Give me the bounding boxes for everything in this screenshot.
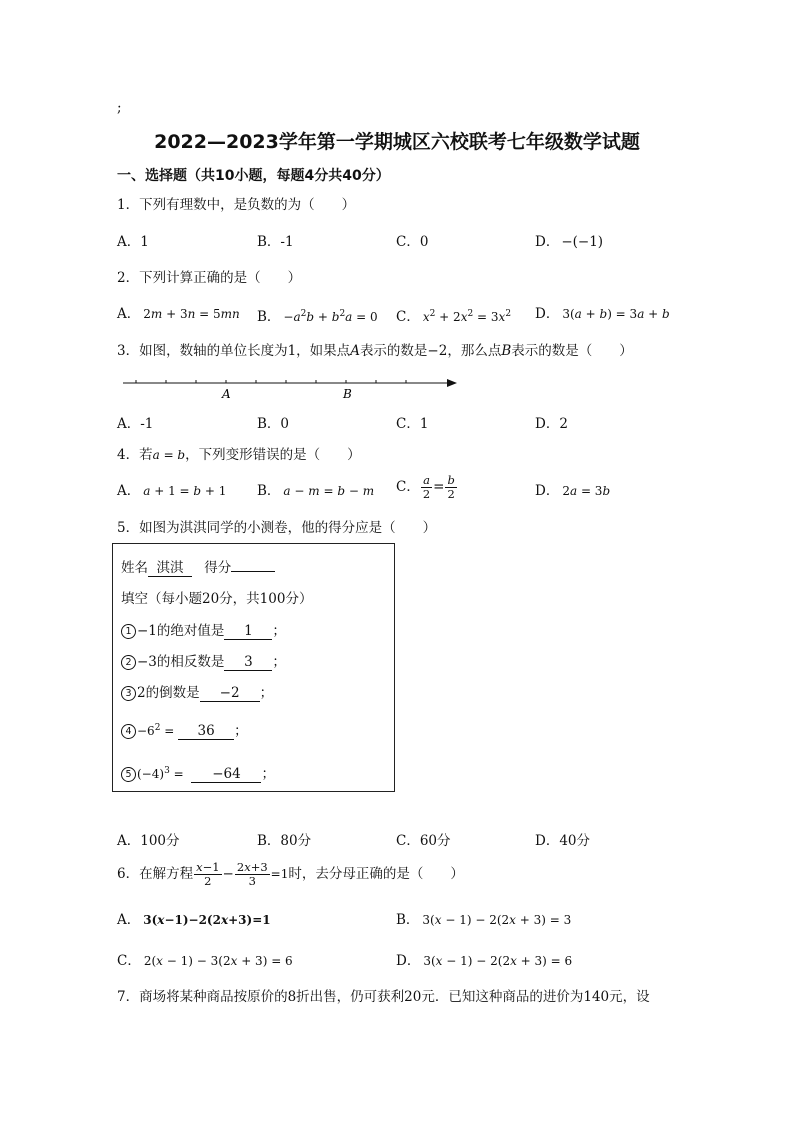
q6-option-b: B． 3(x − 1) − 2(2x + 3) = 3 <box>396 912 572 928</box>
q3-stem: 3．如图，数轴的单位长度为1，如果点A表示的数是−2，那么点B表示的数是（ ） <box>117 343 633 359</box>
q2-option-c: C． $x^2 + 2x^2 = 3x^2$ <box>396 309 512 325</box>
q5-option-a: A．100分 <box>117 833 180 849</box>
q5-stem: 5．如图为淇淇同学的小测卷，他的得分应是（ ） <box>117 520 437 536</box>
quiz-item-4: $4 -6^2 = 36$ ； <box>121 719 248 740</box>
q4-stem: 4．若a = b，下列变形错误的是（ ） <box>117 447 361 463</box>
q4-option-d: D． 2a = 3b <box>535 483 611 499</box>
q3-option-c: C．1 <box>396 416 429 432</box>
section-heading: 一、选择题（共10小题，每题4分共40分） <box>117 168 390 184</box>
q2-option-d: D． 3(a + b) = 3a + b <box>535 306 670 322</box>
q2-option-b: B． $-a^2b + b^2a = 0$ <box>257 309 378 325</box>
q3-option-a: A．-1 <box>117 416 154 432</box>
quiz-sheet <box>112 543 395 792</box>
quiz-header: 姓名 淇淇 得分 <box>121 556 275 577</box>
number-line <box>117 373 467 403</box>
quiz-item-3: 3 2的倒数是 −2 ； <box>121 681 273 702</box>
q4-option-a: A． a + 1 = b + 1 <box>117 483 227 499</box>
q5-option-b: B．80分 <box>257 833 312 849</box>
q5-option-c: C．60分 <box>396 833 451 849</box>
q6-option-d: D． 3(x − 1) − 2(2x + 3) = 6 <box>396 953 573 969</box>
q1-option-b: B．-1 <box>257 234 294 250</box>
q5-option-d: D．40分 <box>535 833 591 849</box>
q6-option-c: C． 2(x − 1) − 3(2x + 3) = 6 <box>117 953 293 969</box>
quiz-name: 淇淇 <box>148 561 192 577</box>
page-title: 2022—2023学年第一学期城区六校联考七年级数学试题 <box>154 131 640 153</box>
q2-option-a: A． 2m + 3n = 5mn <box>117 306 240 322</box>
point-b-label: B <box>343 387 352 401</box>
q6-option-a: A． 3(x−1)−2(2x+3)=1 <box>117 912 271 928</box>
q1-option-d: D． −(−1) <box>535 234 604 250</box>
q3-option-d: D．2 <box>535 416 568 432</box>
q7-stem: 7．商场将某种商品按原价的8折出售，仍可获利20元．已知这种商品的进价为140元，设 <box>117 989 650 1005</box>
q3-option-b: B．0 <box>257 416 290 432</box>
q1-stem: 1．下列有理数中，是负数的为（ ） <box>117 197 356 213</box>
q1-option-d-expr: −(−1) <box>561 234 604 250</box>
quiz-item-5: 5 $(-4)^3 = -64$ ； <box>121 762 275 783</box>
quiz-item-2: 2 −3的相反数是 3 ； <box>121 650 286 671</box>
quiz-instructions: 填空（每小题20分，共100分） <box>121 591 313 607</box>
header-mark: ; <box>117 100 122 116</box>
quiz-score-blank <box>231 571 275 572</box>
point-a-label: A <box>222 387 231 401</box>
q4-option-c: C． $\frac{a}{2}$ = $\frac{b}{2}$ <box>396 473 455 501</box>
q2-stem: 2．下列计算正确的是（ ） <box>117 270 302 286</box>
q4-option-b: B． a − m = b − m <box>257 483 375 499</box>
quiz-item-1: 1 −1的绝对值是 1 ； <box>121 619 286 640</box>
q1-option-a: A．1 <box>117 234 149 250</box>
q1-option-c: C．0 <box>396 234 429 250</box>
q6-stem: 6．在解方程 $\frac{x-1}{2}$ − $\frac{2x+3}{3}$ =1时，去分母正确的是（ ） <box>117 860 464 888</box>
